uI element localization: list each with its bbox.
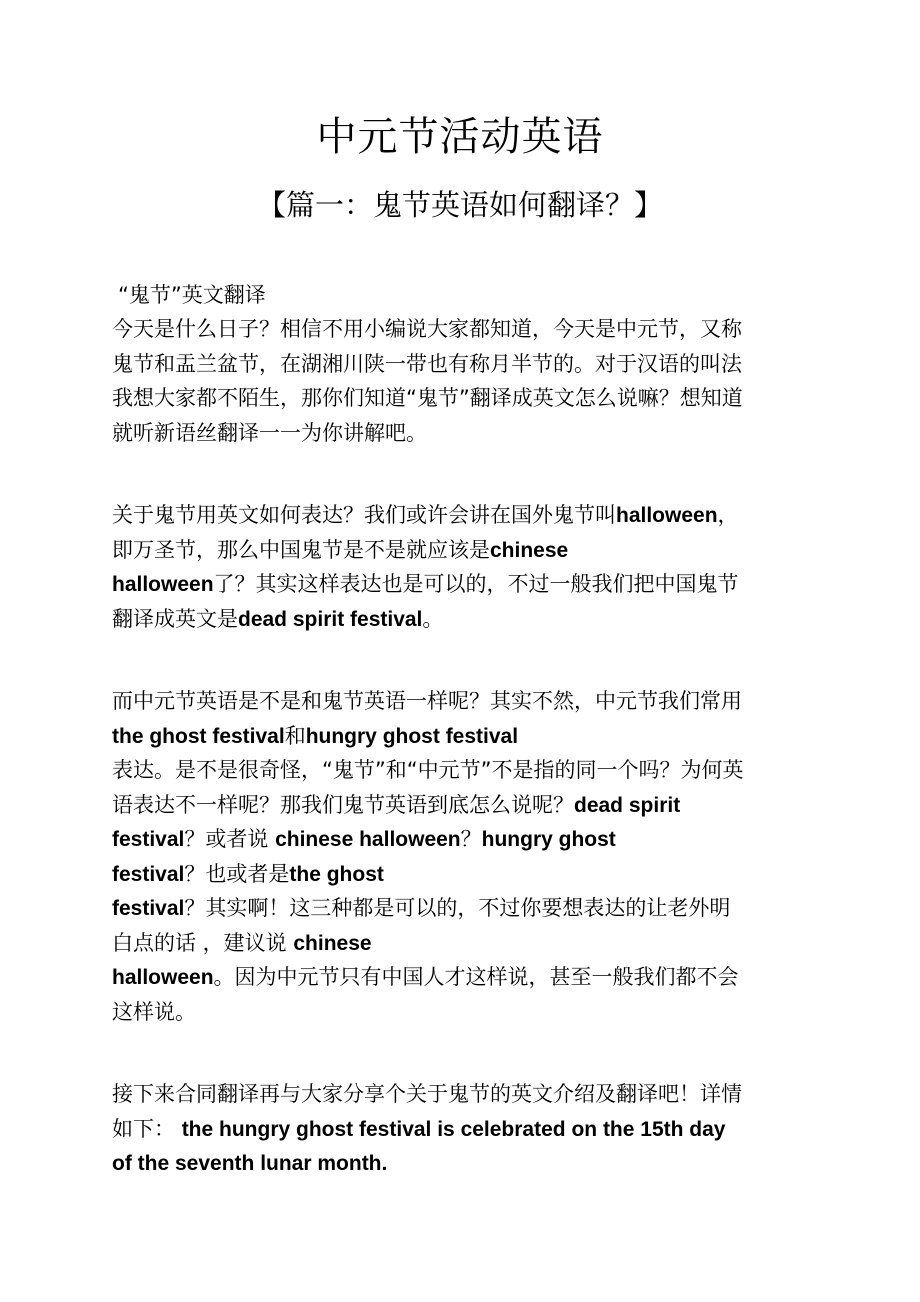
text-line <box>112 1112 812 1147</box>
text-run: 如下： <box>112 1116 182 1141</box>
text-line <box>112 602 812 637</box>
text-run: 就听新语丝翻译一一为你讲解吧。 <box>112 420 427 445</box>
text-line <box>112 498 812 533</box>
text-run: 表达。是不是很奇怪，“鬼节”和“中元节”不是指的同一个吗？为何英 <box>112 758 744 782</box>
bold-text: festival <box>112 897 185 920</box>
text-line <box>112 960 812 995</box>
text-line <box>112 719 812 754</box>
bold-text: chinese <box>490 538 569 562</box>
bold-text: hungry ghost <box>481 828 616 851</box>
text-run: 翻译成英文是 <box>112 606 238 631</box>
paragraph <box>112 1077 812 1181</box>
bold-text: dead spirit festival <box>238 607 423 631</box>
text-line <box>112 312 812 347</box>
paragraph <box>112 312 812 450</box>
text-run: 这样说。 <box>112 999 196 1024</box>
text-run: ？也或者是 <box>184 861 290 886</box>
text-run: ？ <box>460 827 482 851</box>
page-title: 中元节活动英语 <box>316 114 604 160</box>
text-line <box>112 567 812 602</box>
text-run: 。 <box>422 606 444 631</box>
bold-text: festival <box>112 828 185 851</box>
text-line <box>112 926 812 961</box>
text-line <box>112 753 812 788</box>
text-line <box>112 684 812 719</box>
text-run: ， <box>717 503 739 527</box>
section-heading: “鬼节”英文翻译 <box>118 283 266 307</box>
paragraph-list <box>112 312 812 1181</box>
text-run: 白点的话 ，建议说 <box>112 930 294 955</box>
text-line <box>112 995 812 1030</box>
bold-text: the ghost <box>289 862 384 886</box>
bold-text: festival <box>112 862 185 886</box>
text-run: 。因为中元节只有中国人才这样说，甚至一般我们都不会 <box>213 965 739 989</box>
text-run: 了？其实这样表达也是可以的，不过一般我们把中国鬼节 <box>213 572 739 596</box>
bold-text: the hungry ghost festival is celebrated on the 15th day <box>181 1117 726 1141</box>
bold-text: chinese halloween <box>275 828 461 851</box>
text-line <box>112 381 812 416</box>
section-title: 【篇一：鬼节英语如何翻译？】 <box>256 188 663 222</box>
paragraph <box>112 684 812 1029</box>
text-line <box>112 857 812 892</box>
bold-text: the ghost festival <box>112 724 285 748</box>
text-run: ？或者说 <box>184 827 276 851</box>
bold-text: hungry ghost festival <box>305 724 519 748</box>
text-line <box>112 891 812 926</box>
bold-text: of the seventh lunar month. <box>112 1152 388 1175</box>
text-run: 我想大家都不陌生，那你们知道“鬼节”翻译成英文怎么说嘛？想知道 <box>112 386 743 410</box>
text-run: 语表达不一样呢？那我们鬼节英语到底怎么说呢？ <box>112 792 574 817</box>
text-line <box>112 1146 812 1181</box>
bold-text: halloween <box>112 573 214 596</box>
text-run: 而中元节英语是不是和鬼节英语一样呢？其实不然，中元节我们常用 <box>112 689 742 713</box>
text-line <box>112 416 812 451</box>
text-run: 今天是什么日子？相信不用小编说大家都知道，今天是中元节，又称 <box>112 317 742 341</box>
text-run: 关于鬼节用英文如何表达？我们或许会讲在国外鬼节叫 <box>112 503 616 527</box>
text-run: 接下来合同翻译再与大家分享个关于鬼节的英文介绍及翻译吧！详情 <box>112 1082 742 1106</box>
text-run: 鬼节和盂兰盆节，在湖湘川陕一带也有称月半节的。对于汉语的叫法 <box>112 351 742 376</box>
text-run: 即万圣节，那么中国鬼节是不是就应该是 <box>112 537 490 562</box>
text-run: 和 <box>284 723 306 748</box>
bold-text: halloween <box>112 966 214 989</box>
text-line <box>112 788 812 823</box>
text-line <box>112 1077 812 1112</box>
document-body <box>112 278 812 1229</box>
text-line <box>112 533 812 568</box>
text-line <box>112 347 812 382</box>
paragraph <box>112 498 812 636</box>
text-run: ？其实啊！这三种都是可以的，不过你要想表达的让老外明 <box>184 896 731 920</box>
bold-text: dead spirit <box>574 793 681 817</box>
bold-text: chinese <box>293 931 372 955</box>
text-line <box>112 822 812 857</box>
bold-text: halloween <box>616 504 718 527</box>
